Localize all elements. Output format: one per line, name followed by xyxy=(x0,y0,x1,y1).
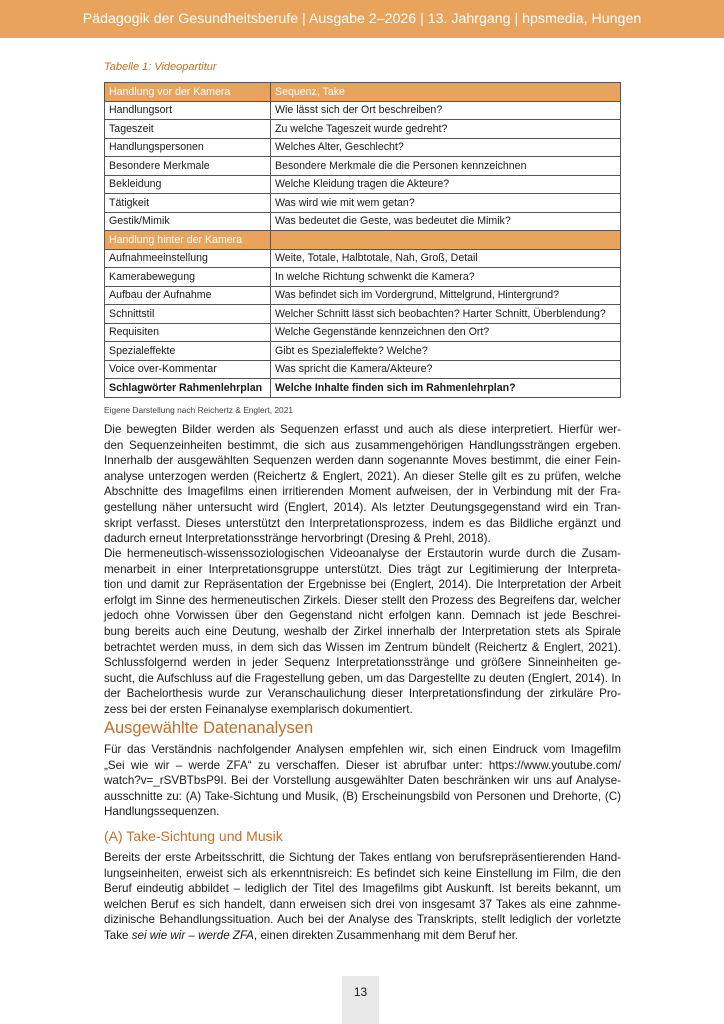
text-line: „Sei wie wir – werde ZFA“ zu verschaffen. Dieser ist abrufbar unter: https://www.youtube.com/ xyxy=(104,758,621,772)
table-cell xyxy=(271,231,621,250)
table-cell: Besondere Merkmale die die Personen kennzeichnen xyxy=(271,157,621,176)
table-row xyxy=(105,101,621,120)
table-cell: Schnittstil xyxy=(105,305,271,324)
text-line: Für das Verständnis nachfolgender Analysen empfehlen wir, sich einen Eindruck vom Imagefilm xyxy=(104,743,621,756)
table-row xyxy=(105,175,621,194)
table-cell: In welche Richtung schwenkt die Kamera? xyxy=(271,268,621,287)
table-cell: Wie lässt sich der Ort beschreiben? xyxy=(271,101,621,120)
text-line: Handlungssequenzen. xyxy=(104,805,220,819)
text-line: betrachtet werden muss, in dem sich das Wissen im Zentrum bündelt (Reichertz & Englert, 2021). xyxy=(104,640,621,654)
table-row xyxy=(105,360,621,379)
table-row xyxy=(105,157,621,176)
table-cell: Gestik/Mimik xyxy=(105,212,271,231)
table-cell: Weite, Totale, Halbtotale, Nah, Groß, Detail xyxy=(271,249,621,268)
table-cell: Tätigkeit xyxy=(105,194,271,213)
text-line: gestellung näher untersucht wird (Englert, 2014). Als letzter Deutungsgegenstand wird ein Tran- xyxy=(104,500,621,514)
table-header-row xyxy=(105,83,621,102)
table-cell: Besondere Merkmale xyxy=(105,157,271,176)
table-cell: Welche Inhalte finden sich im Rahmenlehrplan? xyxy=(271,379,621,398)
table-row xyxy=(105,379,621,398)
text-line: sucht, die Aufschluss auf die Fragestellung geben, um das Dargestellte zu deuten (Englert, 2014). In xyxy=(104,671,621,685)
table-row xyxy=(105,120,621,139)
page-number: 13 xyxy=(353,985,368,999)
text-line: erfolgt im Sinne des hermeneutischen Zirkels. Dieser stellt den Prozess des Begreifens dar, welcher xyxy=(104,593,621,607)
paragraph-sequences xyxy=(104,422,621,547)
table-cell: Voice over-Kommentar xyxy=(105,360,271,379)
table-cell: Was befindet sich im Vordergrund, Mittelgrund, Hintergrund? xyxy=(271,286,621,305)
table-cell: Aufbau der Aufnahme xyxy=(105,286,271,305)
table-row xyxy=(105,268,621,287)
table-cell: Handlungsort xyxy=(105,101,271,120)
journal-header-title: Pädagogik der Gesundheitsberufe | Ausgabe 2–2026 | 13. Jahrgang | hpsmedia, Hungen xyxy=(82,11,642,27)
text-line: Abschnitte des Imagefilms einen irritierenden Moment aufweisen, der in Verbindung mit der Fra- xyxy=(104,485,621,499)
journal-header xyxy=(0,0,724,38)
text-line: skript verfasst. Dieses unterstützt den Interpretationsprozess, indem es das Bildliche ergänzt und xyxy=(104,516,621,530)
table-row xyxy=(105,194,621,213)
table-body xyxy=(105,83,621,398)
table-row xyxy=(105,212,621,231)
table-row xyxy=(105,323,621,342)
text-line: menarbeit in einer Interpretationsgruppe unterstützt. Dies trägt zur Legitimierung der Interpreta- xyxy=(104,562,621,576)
table-cell: Was spricht die Kamera/Akteure? xyxy=(271,360,621,379)
table-cell: Handlungspersonen xyxy=(105,138,271,157)
film-title-italic: sei wie wir – werde ZFA xyxy=(131,928,254,942)
table-cell: Schlagwörter Rahmenlehrplan xyxy=(105,379,271,398)
table-cell: Sequenz, Take xyxy=(271,83,621,102)
table-cell: Requisiten xyxy=(105,323,271,342)
text-line: analyse unterzogen werden (Reichertz & Englert, 2021). An dieser Stelle gilt es zu prüfen, welche xyxy=(104,469,621,483)
text-line: den Sequenzeinheiten bestimmt, die sich aus zusammengehörigen Handlungssträngen ergeben. xyxy=(104,438,621,452)
table-header-row xyxy=(105,231,621,250)
table-row xyxy=(105,342,621,361)
text-line: Bereits der erste Arbeitsschritt, die Sichtung der Takes entlang von berufsrepräsentierenden Hand- xyxy=(104,851,621,864)
text-line: Die hermeneutisch-wissenssoziologischen Videoanalyse der Erstautorin wurde durch die Zusam- xyxy=(104,547,621,560)
table-cell: Handlung vor der Kamera xyxy=(105,83,271,102)
section-heading: Ausgewählte Datenanalysen xyxy=(104,719,314,737)
text-line: lungseinheiten, erweist sich als erkenntnisreich: Es befindet sich keine Einstellung im Film, die den xyxy=(104,866,621,880)
table-cell: Was bedeutet die Geste, was bedeutet die Mimik? xyxy=(271,212,621,231)
page-number-box xyxy=(342,976,379,1024)
table-cell: Gibt es Spezialeffekte? Welche? xyxy=(271,342,621,361)
table-cell: Kamerabewegung xyxy=(105,268,271,287)
text-line: jedoch ohne Vorwissen über den Gegenstand nicht erfolgen kann. Demnach ist jede Beschrei- xyxy=(104,609,621,623)
table-row xyxy=(105,138,621,157)
table-cell: Tageszeit xyxy=(105,120,271,139)
table-cell: Aufnahmeeinstellung xyxy=(105,249,271,268)
table-cell: Zu welche Tageszeit wurde gedreht? xyxy=(271,120,621,139)
table-row xyxy=(105,249,621,268)
table-cell: Welche Gegenstände kennzeichnen den Ort? xyxy=(271,323,621,342)
paragraph-data-analysis xyxy=(104,742,621,820)
text-line: Schlussfolgernd werden in jeder Sequenz Interpretationsstränge und größere Sinneinheiten ge- xyxy=(104,656,621,670)
table-row xyxy=(105,305,621,324)
table-cell: Bekleidung xyxy=(105,175,271,194)
table-cell: Was wird wie mit wem getan? xyxy=(271,194,621,213)
table-caption: Tabelle 1: Videopartitur xyxy=(104,61,217,73)
text-line: Die bewegten Bilder werden als Sequenzen erfasst und auch als diese interpretiert. Hierfür wer- xyxy=(104,423,621,436)
table-cell: Welcher Schnitt lässt sich beobachten? Harter Schnitt, Überblendung? xyxy=(271,305,621,324)
text-line: Beruf eindeutig abbildet – lediglich der Titel des Imagefilms gibt Auskunft. Ist bereits bekannt, um xyxy=(104,882,621,896)
table-cell: Handlung hinter der Kamera xyxy=(105,231,271,250)
table-cell: Welches Alter, Geschlecht? xyxy=(271,138,621,157)
text-line xyxy=(104,928,621,944)
table-cell: Welche Kleidung tragen die Akteure? xyxy=(271,175,621,194)
text-fragment: Take xyxy=(104,928,132,942)
text-fragment: , einen direkten Zusammenhang mit dem Beruf her. xyxy=(253,928,519,942)
text-line: ausschnitte zu: (A) Take-Sichtung und Musik, (B) Erscheinungsbild von Personen und Drehorte, (C) xyxy=(104,789,621,803)
table-source-note: Eigene Darstellung nach Reichertz & Englert, 2021 xyxy=(104,405,294,415)
text-line: Innerhalb der ausgewählten Sequenzen werden dann sogenannte Moves bestimmt, die einer Fein- xyxy=(104,454,621,468)
paragraph-hermeneutics xyxy=(104,546,621,718)
table-row xyxy=(105,286,621,305)
text-line: welchen Beruf es sich handelt, dann erweisen sich drei von insgesamt 37 Takes als eine zahnme- xyxy=(104,897,621,911)
subsection-heading: (A) Take-Sichtung und Musik xyxy=(104,828,283,844)
text-line: dizinische Behandlungssituation. Auch bei der Analyse des Transkripts, stellt lediglich der vorletzte xyxy=(104,913,621,927)
text-line: zess bei der ersten Feinanalyse exemplarisch dokumentiert. xyxy=(104,702,413,716)
video-score-table xyxy=(104,82,621,398)
text-line: tion und damit zur Repräsentation der Ergebnisse bei (Englert, 2014). Die Interpretation der Arbeit xyxy=(104,578,621,592)
table-cell: Spezialeffekte xyxy=(105,342,271,361)
paragraph-take-review xyxy=(104,850,621,944)
text-line: der Bachelorthesis wurde zur Veranschaulichung dieser Interpretationsfindung der zirkuläre Pro- xyxy=(104,687,621,701)
text-line: dadurch erneut Interpretationsstränge hervorbringt (Dresing & Prehl, 2018). xyxy=(104,532,491,546)
text-line: bung bereits auch eine Deutung, weshalb der Zirkel innerhalb der Interpretation stets als Spirale xyxy=(104,624,621,638)
text-line: watch?v=_rSVBTbsP9I. Bei der Vorstellung ausgewählter Daten beschränken wir uns auf Analyse- xyxy=(104,774,621,788)
